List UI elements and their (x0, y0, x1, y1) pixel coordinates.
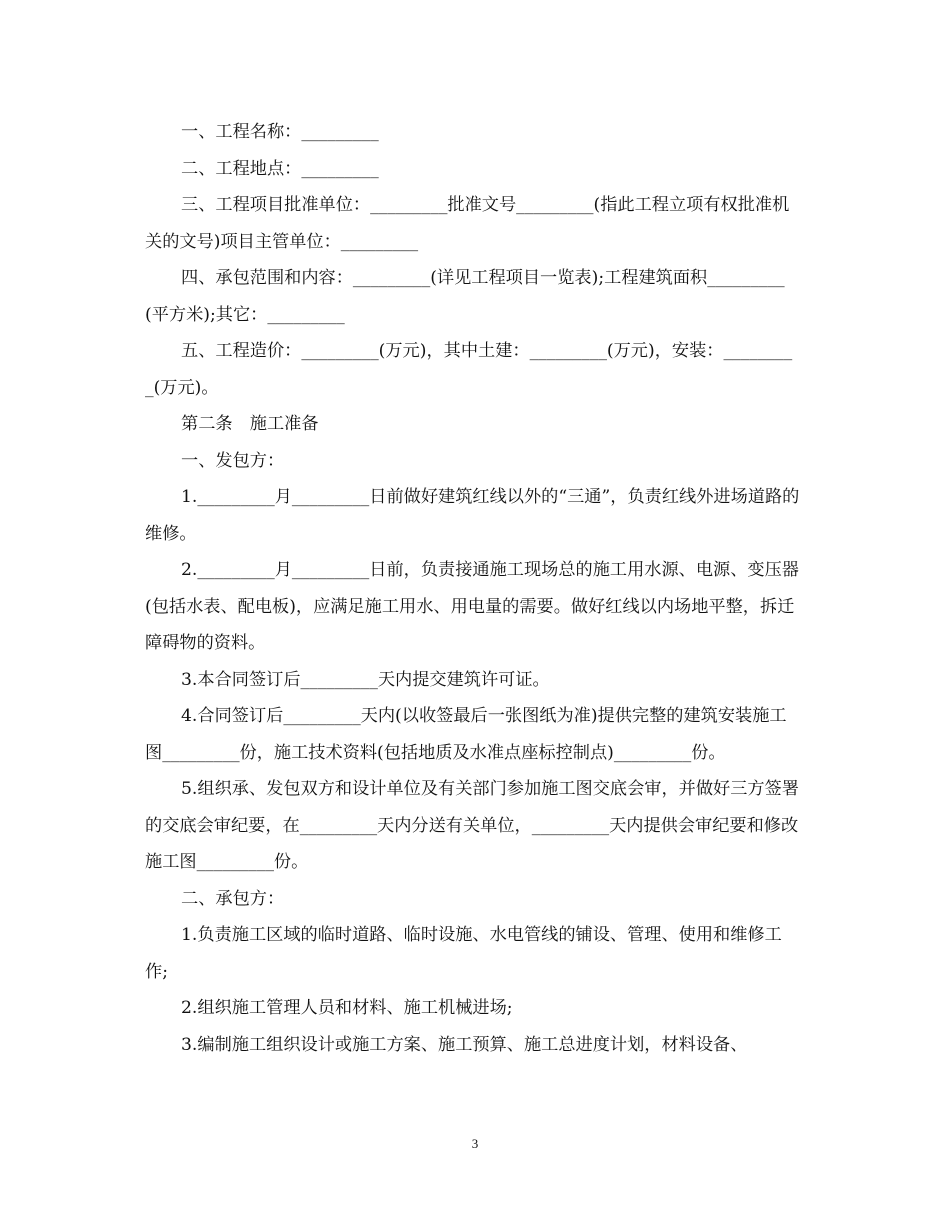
list-item: 3.本合同签订后_________天内提交建筑许可证。 (181, 669, 550, 690)
paragraph-contract-scope: 四、承包范围和内容：_________(详见工程项目一览表);工程建筑面积_________(平方米);其它：_________ (145, 268, 785, 325)
paragraph-project-name: 一、工程名称：_________ (181, 122, 379, 142)
paragraph-approval-unit: 三、工程项目批准单位：_________批准文号_________(指此工程立项有权批准机关的文号)项目主管单位：_________ (145, 195, 790, 252)
list-item: 3.编制施工组织设计或施工方案、施工预算、施工总进度计划，材料设备、 (181, 1034, 748, 1055)
list-item: 1.负责施工区域的临时道路、临时设施、水电管线的铺设、管理、使用和维修工作; (145, 925, 782, 982)
list-item: 5.组织承、发包双方和设计单位及有关部门参加施工图交底会审，并做好三方签署的交底会审纪要，在_________天内分送有关单位，_________天内提供会审纪要和修改施工图_________份。 (145, 779, 799, 872)
section-heading-construction-prep: 第二条 施工准备 (181, 414, 319, 434)
list-item: 4.合同签订后_________天内(以收签最后一张图纸为准)提供完整的建筑安装施工图_________份，施工技术资料(包括地质及水准点座标控制点)_________份。 (145, 706, 787, 763)
list-item: 2._________月_________日前，负责接通施工现场总的施工用水源、电源、变压器(包括水表、配电板)，应满足施工用水、用电量的需要。做好红线以内场地平整，拆迁障碍物的资料。 (145, 560, 799, 653)
list-item: 1._________月_________日前做好建筑红线以外的“三通”，负责红线外进场道路的维修。 (145, 487, 800, 544)
document-body (145, 114, 800, 1063)
paragraph-project-cost: 五、工程造价：_________(万元)，其中土建：_________(万元)，安装：_________(万元)。 (145, 341, 793, 398)
subheading-contractor: 二、承包方： (181, 888, 285, 909)
list-item: 2.组织施工管理人员和材料、施工机械进场; (181, 998, 513, 1018)
subheading-employer: 一、发包方： (181, 450, 285, 471)
page-number: 3 (471, 1136, 479, 1151)
paragraph-project-location: 二、工程地点：_________ (181, 158, 379, 179)
